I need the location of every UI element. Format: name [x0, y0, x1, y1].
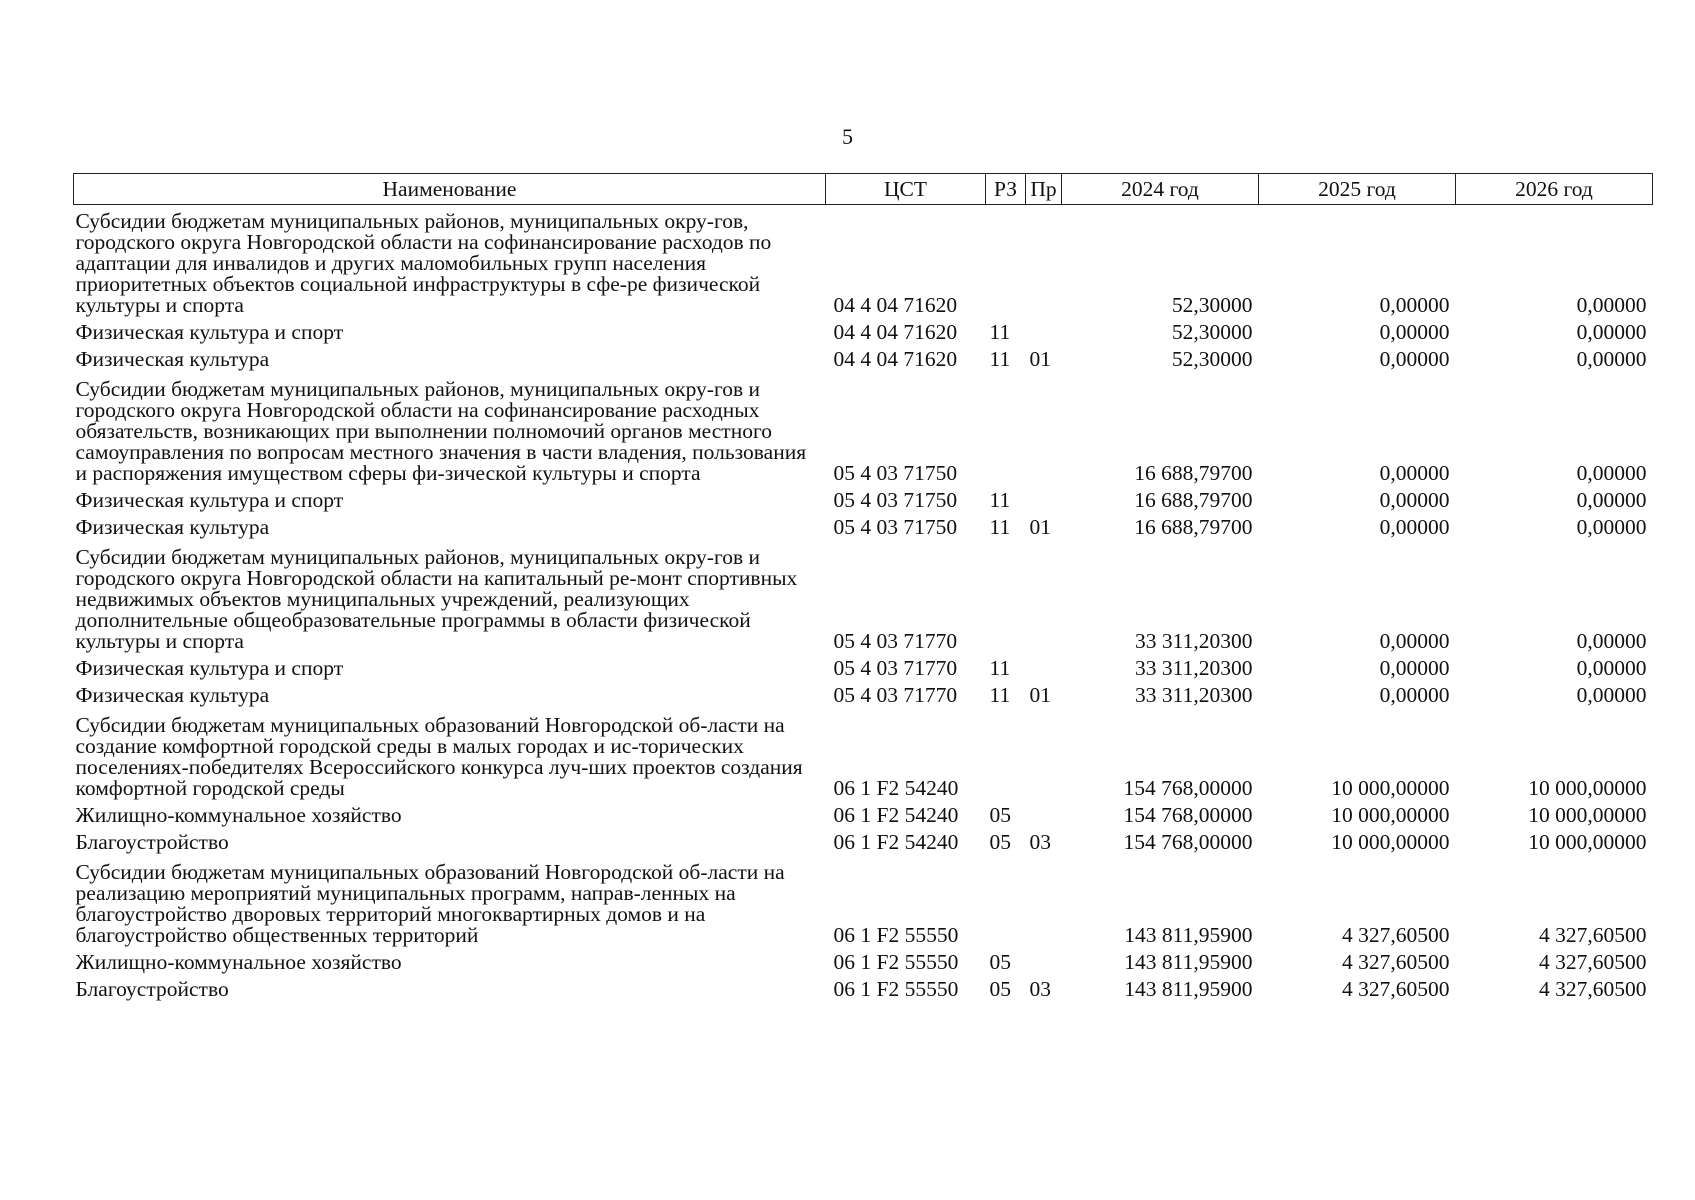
- page-number: 5: [842, 124, 853, 149]
- table-row: [74, 802, 1653, 829]
- row-rz: [986, 856, 1026, 949]
- row-2024-amount: 52,30000: [1171, 293, 1253, 317]
- row-2026-amount: 0,00000: [1576, 656, 1647, 680]
- row-2025-amount: 4 327,60500: [1342, 923, 1450, 947]
- row-2025-amount: 10 000,00000: [1331, 830, 1450, 854]
- row-2024-amount: 16 688,79700: [1134, 515, 1253, 539]
- row-cst: 04 4 04 71620: [833, 347, 958, 371]
- header-cst: ЦСТ: [826, 174, 986, 205]
- row-pr: [1026, 856, 1062, 949]
- row-rz: 05: [989, 977, 1011, 1001]
- row-pr: [1026, 802, 1062, 829]
- row-2024-amount: 154 768,00000: [1123, 830, 1253, 854]
- table-row: [74, 829, 1653, 856]
- row-2024-amount: 154 768,00000: [1123, 803, 1253, 827]
- row-2025-amount: 10 000,00000: [1331, 776, 1450, 800]
- row-pr: [1026, 205, 1062, 320]
- row-name: Физическая культура и спорт: [75, 320, 344, 344]
- row-2024-amount: 16 688,79700: [1134, 461, 1253, 485]
- header-name: Наименование: [74, 174, 826, 205]
- row-2026-amount: 0,00000: [1576, 347, 1647, 371]
- row-name: Благоустройство: [75, 830, 229, 854]
- row-rz: 05: [989, 803, 1011, 827]
- row-2024-amount: 143 811,95900: [1124, 950, 1253, 974]
- table-row: [74, 319, 1653, 346]
- row-rz: 11: [989, 488, 1011, 512]
- row-2026-amount: 10 000,00000: [1528, 776, 1647, 800]
- table-row: [74, 709, 1653, 802]
- row-pr: 03: [1029, 830, 1051, 854]
- row-pr: 01: [1029, 515, 1051, 539]
- row-name: Субсидии бюджетам муниципальных районов, муниципальных окру-гов, городского округа Новгородской области на софинансирование расходов по адаптации для инвалидов и других маломобильных групп населения приоритетных объектов социальной инфраструктуры в сфе-ре физической культуры и спорта: [75, 209, 772, 317]
- row-cst: 06 1 F2 55550: [833, 977, 959, 1001]
- row-name: Субсидии бюджетам муниципальных образований Новгородской об-ласти на создание комфортной городской среды в малых городах и ис-торических поселениях-победителях Всероссийского конкурса луч-ших проектов создания комфортной городской среды: [75, 713, 803, 800]
- table-row: [74, 487, 1653, 514]
- table-row: [74, 949, 1653, 976]
- row-2026-amount: 4 327,60500: [1539, 923, 1647, 947]
- row-2025-amount: 0,00000: [1379, 293, 1450, 317]
- table-row: [74, 655, 1653, 682]
- row-rz: 05: [989, 830, 1011, 854]
- row-2025-amount: 0,00000: [1379, 347, 1450, 371]
- row-2025-amount: 0,00000: [1379, 629, 1450, 653]
- row-name: Субсидии бюджетам муниципальных районов, муниципальных окру-гов и городского округа Новгородской области на софинансирование расходных обязательств, возникающих при выполнении полномочий органов местного самоуправления по вопросам местного значения в части владения, пользования и распоряжения имуществом сферы фи-зической культуры и спорта: [75, 377, 807, 485]
- row-2024-amount: 52,30000: [1171, 320, 1253, 344]
- row-2025-amount: 0,00000: [1379, 488, 1450, 512]
- row-2025-amount: 10 000,00000: [1331, 803, 1450, 827]
- row-2025-amount: 0,00000: [1379, 461, 1450, 485]
- budget-table: [73, 173, 1653, 1003]
- header-2025: 2025 год: [1259, 174, 1456, 205]
- row-cst: 05 4 03 71750: [833, 515, 958, 539]
- row-rz: 05: [989, 950, 1011, 974]
- row-cst: 05 4 03 71770: [833, 629, 958, 653]
- row-cst: 06 1 F2 54240: [833, 776, 959, 800]
- row-2026-amount: 0,00000: [1576, 320, 1647, 344]
- row-2026-amount: 0,00000: [1576, 515, 1647, 539]
- row-2025-amount: 0,00000: [1379, 515, 1450, 539]
- row-2025-amount: 4 327,60500: [1342, 950, 1450, 974]
- row-cst: 05 4 03 71770: [833, 656, 958, 680]
- table-row: [74, 856, 1653, 949]
- row-2026-amount: 10 000,00000: [1528, 803, 1647, 827]
- row-pr: [1026, 373, 1062, 487]
- row-rz: [986, 709, 1026, 802]
- row-cst: 04 4 04 71620: [833, 320, 958, 344]
- row-pr: 01: [1029, 683, 1051, 707]
- row-2024-amount: 143 811,95900: [1124, 923, 1253, 947]
- row-2026-amount: 0,00000: [1576, 488, 1647, 512]
- header-rz: РЗ: [986, 174, 1026, 205]
- table-row: [74, 346, 1653, 373]
- row-2026-amount: 0,00000: [1576, 293, 1647, 317]
- row-rz: 11: [989, 683, 1011, 707]
- row-name: Физическая культура и спорт: [75, 656, 344, 680]
- row-pr: [1026, 541, 1062, 655]
- row-pr: [1026, 487, 1062, 514]
- table-row: [74, 682, 1653, 709]
- row-cst: 06 1 F2 54240: [833, 830, 959, 854]
- row-cst: 05 4 03 71750: [833, 488, 958, 512]
- row-name: Жилищно-коммунальное хозяйство: [75, 950, 402, 974]
- table-row: [74, 205, 1653, 320]
- row-name: Физическая культура и спорт: [75, 488, 344, 512]
- row-name: Жилищно-коммунальное хозяйство: [75, 803, 402, 827]
- row-cst: 06 1 F2 55550: [833, 923, 959, 947]
- row-cst: 04 4 04 71620: [833, 293, 958, 317]
- table-row: [74, 976, 1653, 1003]
- row-2024-amount: 52,30000: [1171, 347, 1253, 371]
- header-row: [74, 174, 1653, 205]
- table-row: [74, 514, 1653, 541]
- row-name: Субсидии бюджетам муниципальных районов, муниципальных окру-гов и городского округа Новгородской области на капитальный ре-монт спортивных недвижимых объектов муниципальных учреждений, реализующих дополнительные общеобразовательные программы в области физической культуры и спорта: [75, 545, 798, 653]
- row-2026-amount: 0,00000: [1576, 629, 1647, 653]
- row-2026-amount: 4 327,60500: [1539, 950, 1647, 974]
- row-rz: [986, 541, 1026, 655]
- row-2024-amount: 33 311,20300: [1135, 683, 1253, 707]
- row-pr: [1026, 709, 1062, 802]
- row-2026-amount: 0,00000: [1576, 461, 1647, 485]
- table-row: [74, 541, 1653, 655]
- table-row: [74, 373, 1653, 487]
- table-body: [74, 205, 1653, 1004]
- row-pr: [1026, 655, 1062, 682]
- header-2024: 2024 год: [1062, 174, 1259, 205]
- row-2025-amount: 0,00000: [1379, 683, 1450, 707]
- row-rz: 11: [989, 515, 1011, 539]
- row-cst: 05 4 03 71750: [833, 461, 958, 485]
- table-header: [74, 174, 1653, 205]
- row-name: Субсидии бюджетам муниципальных образований Новгородской об-ласти на реализацию мероприятий муниципальных программ, направ-ленных на благоустройство дворовых территорий многоквартирных домов и на благоустройство общественных территорий: [75, 860, 785, 947]
- row-rz: 11: [989, 656, 1011, 680]
- row-rz: [986, 205, 1026, 320]
- row-2026-amount: 4 327,60500: [1539, 977, 1647, 1001]
- row-cst: 06 1 F2 54240: [833, 803, 959, 827]
- row-2026-amount: 0,00000: [1576, 683, 1647, 707]
- row-pr: 03: [1029, 977, 1051, 1001]
- row-name: Физическая культура: [75, 683, 270, 707]
- row-2024-amount: 16 688,79700: [1134, 488, 1253, 512]
- row-pr: 01: [1029, 347, 1051, 371]
- row-2024-amount: 33 311,20300: [1135, 629, 1253, 653]
- row-2024-amount: 33 311,20300: [1135, 656, 1253, 680]
- row-2025-amount: 4 327,60500: [1342, 977, 1450, 1001]
- row-rz: [986, 373, 1026, 487]
- row-name: Физическая культура: [75, 515, 270, 539]
- row-2025-amount: 0,00000: [1379, 656, 1450, 680]
- row-2026-amount: 10 000,00000: [1528, 830, 1647, 854]
- row-2025-amount: 0,00000: [1379, 320, 1450, 344]
- row-2024-amount: 143 811,95900: [1124, 977, 1253, 1001]
- row-name: Благоустройство: [75, 977, 229, 1001]
- row-rz: 11: [989, 320, 1011, 344]
- row-cst: 06 1 F2 55550: [833, 950, 959, 974]
- row-2024-amount: 154 768,00000: [1123, 776, 1253, 800]
- header-2026: 2026 год: [1456, 174, 1653, 205]
- header-pr: Пр: [1026, 174, 1062, 205]
- row-rz: 11: [989, 347, 1011, 371]
- row-pr: [1026, 949, 1062, 976]
- row-pr: [1026, 319, 1062, 346]
- row-cst: 05 4 03 71770: [833, 683, 958, 707]
- row-name: Физическая культура: [75, 347, 270, 371]
